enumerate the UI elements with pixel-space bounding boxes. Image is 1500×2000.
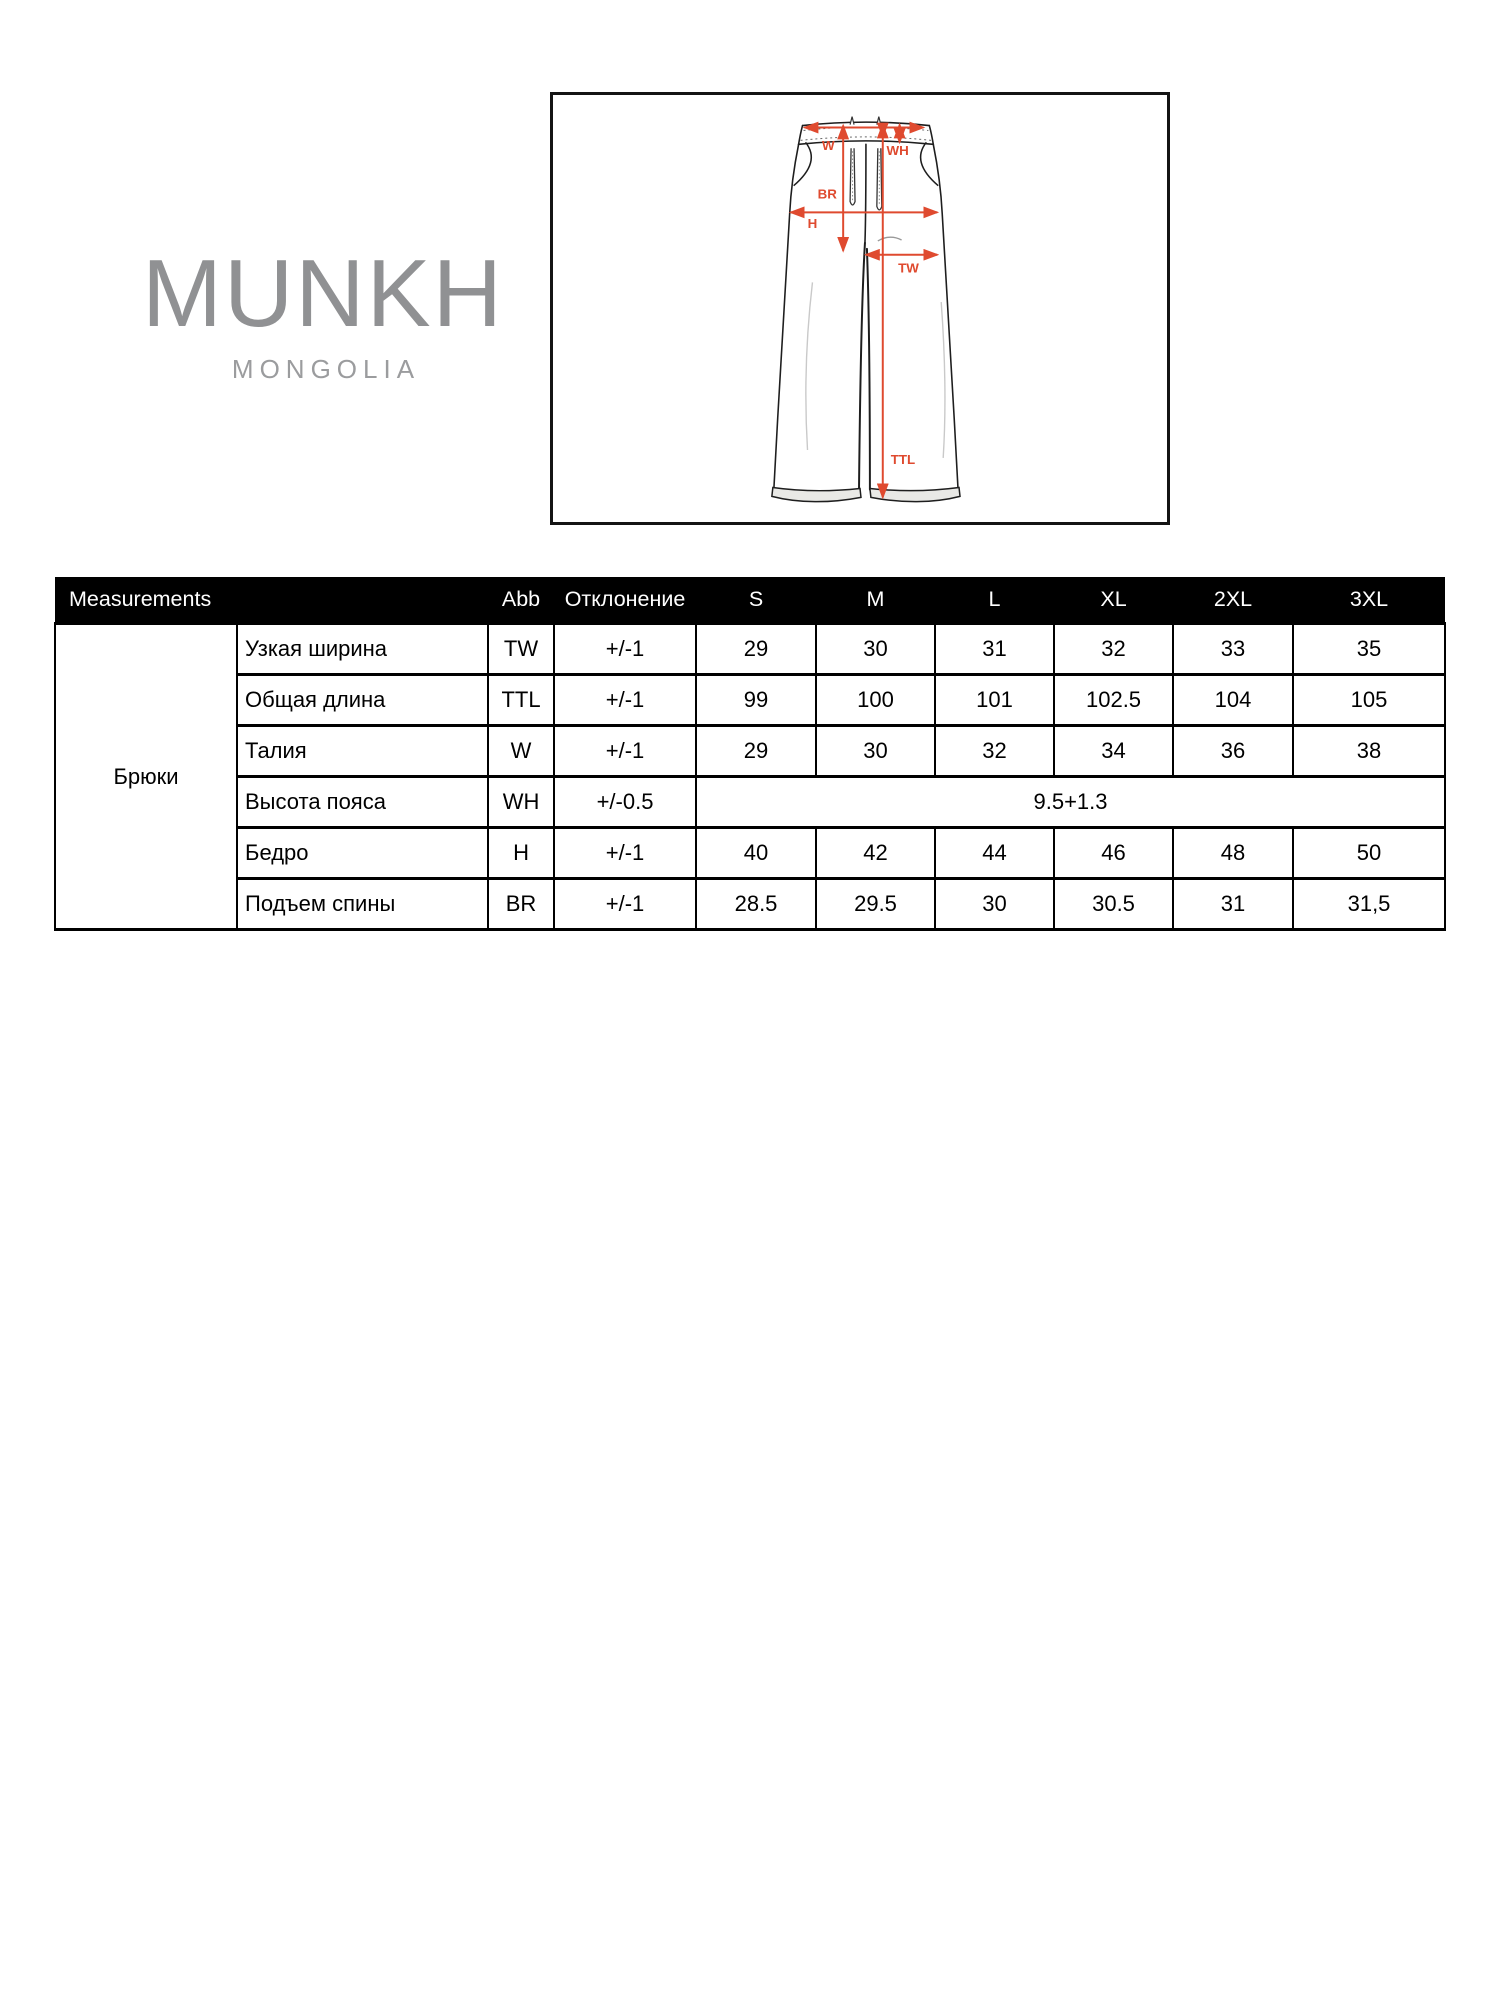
col-header-size-3xl: 3XL bbox=[1293, 577, 1445, 624]
cell-tolerance: +/-1 bbox=[554, 675, 696, 726]
cell-size-value: 38 bbox=[1293, 726, 1445, 777]
cell-size-value: 105 bbox=[1293, 675, 1445, 726]
col-header-size-s: S bbox=[696, 577, 816, 624]
cell-size-value: 29.5 bbox=[816, 879, 935, 930]
cell-size-value: 31 bbox=[1173, 879, 1293, 930]
measure-w-label: W bbox=[821, 138, 835, 154]
cell-size-value: 42 bbox=[816, 828, 935, 879]
cell-size-value: 29 bbox=[696, 624, 816, 675]
cell-abb: H bbox=[488, 828, 554, 879]
cell-name: Узкая ширина bbox=[237, 624, 488, 675]
cell-size-value: 28.5 bbox=[696, 879, 816, 930]
cell-abb: WH bbox=[488, 777, 554, 828]
pants-diagram-box bbox=[550, 92, 1170, 525]
cell-size-value: 44 bbox=[935, 828, 1054, 879]
measure-br-label: BR bbox=[817, 186, 837, 202]
measurement-annotations bbox=[791, 125, 938, 498]
table-header-row bbox=[55, 577, 1445, 624]
cell-tolerance: +/-1 bbox=[554, 828, 696, 879]
cell-size-value: 101 bbox=[935, 675, 1054, 726]
cell-size-value: 30 bbox=[816, 624, 935, 675]
table-row bbox=[55, 726, 1445, 777]
col-header-size-2xl: 2XL bbox=[1173, 577, 1293, 624]
cell-size-value: 30 bbox=[935, 879, 1054, 930]
cell-size-value: 104 bbox=[1173, 675, 1293, 726]
cell-tolerance: +/-1 bbox=[554, 726, 696, 777]
col-header-size-m: M bbox=[816, 577, 935, 624]
cell-size-value: 31 bbox=[935, 624, 1054, 675]
brand-name: MUNKH bbox=[142, 240, 504, 347]
measure-h-label: H bbox=[807, 216, 818, 232]
cell-abb: TW bbox=[488, 624, 554, 675]
measure-wh-label: WH bbox=[886, 143, 909, 159]
size-table bbox=[54, 577, 1446, 931]
pants-technical-drawing bbox=[553, 95, 1167, 522]
cell-abb: TTL bbox=[488, 675, 554, 726]
cell-size-value: 48 bbox=[1173, 828, 1293, 879]
col-header-abb: Abb bbox=[488, 577, 554, 624]
table-row bbox=[55, 624, 1445, 675]
table-row bbox=[55, 879, 1445, 930]
col-header-tolerance: Отклонение bbox=[554, 577, 696, 624]
cell-size-value: 34 bbox=[1054, 726, 1173, 777]
cell-tolerance: +/-0.5 bbox=[554, 777, 696, 828]
cell-size-value: 32 bbox=[1054, 624, 1173, 675]
cell-tolerance: +/-1 bbox=[554, 879, 696, 930]
cell-name: Бедро bbox=[237, 828, 488, 879]
table-row bbox=[55, 777, 1445, 828]
cell-name: Талия bbox=[237, 726, 488, 777]
cell-size-value: 31,5 bbox=[1293, 879, 1445, 930]
cell-size-value: 99 bbox=[696, 675, 816, 726]
cell-size-value: 46 bbox=[1054, 828, 1173, 879]
col-header-size-l: L bbox=[935, 577, 1054, 624]
cell-abb: BR bbox=[488, 879, 554, 930]
cell-merged-value: 9.5+1.3 bbox=[696, 777, 1445, 828]
cell-size-value: 100 bbox=[816, 675, 935, 726]
waistband-stitching bbox=[801, 127, 932, 140]
measure-ttl-label: TTL bbox=[890, 451, 916, 467]
cell-size-value: 30 bbox=[816, 726, 935, 777]
cell-name: Общая длина bbox=[237, 675, 488, 726]
fabric-creases bbox=[806, 237, 945, 458]
cell-size-value: 32 bbox=[935, 726, 1054, 777]
cell-tolerance: +/-1 bbox=[554, 624, 696, 675]
cell-size-value: 102.5 bbox=[1054, 675, 1173, 726]
cell-size-value: 33 bbox=[1173, 624, 1293, 675]
cell-name: Высота пояса bbox=[237, 777, 488, 828]
cell-size-value: 36 bbox=[1173, 726, 1293, 777]
cell-size-value: 40 bbox=[696, 828, 816, 879]
col-header-size-xl: XL bbox=[1054, 577, 1173, 624]
measure-tw-label: TW bbox=[898, 260, 919, 276]
table-row bbox=[55, 828, 1445, 879]
group-label-cell: Брюки bbox=[55, 624, 237, 930]
brand-logo bbox=[140, 240, 506, 385]
cell-size-value: 29 bbox=[696, 726, 816, 777]
brand-subtitle: MONGOLIA bbox=[231, 354, 421, 384]
cell-size-value: 35 bbox=[1293, 624, 1445, 675]
cell-abb: W bbox=[488, 726, 554, 777]
table-row bbox=[55, 675, 1445, 726]
cell-name: Подъем спины bbox=[237, 879, 488, 930]
col-header-measurements: Measurements bbox=[55, 577, 488, 624]
cell-size-value: 30.5 bbox=[1054, 879, 1173, 930]
hem-bands bbox=[772, 487, 960, 501]
measurement-labels bbox=[808, 138, 920, 467]
cell-size-value: 50 bbox=[1293, 828, 1445, 879]
